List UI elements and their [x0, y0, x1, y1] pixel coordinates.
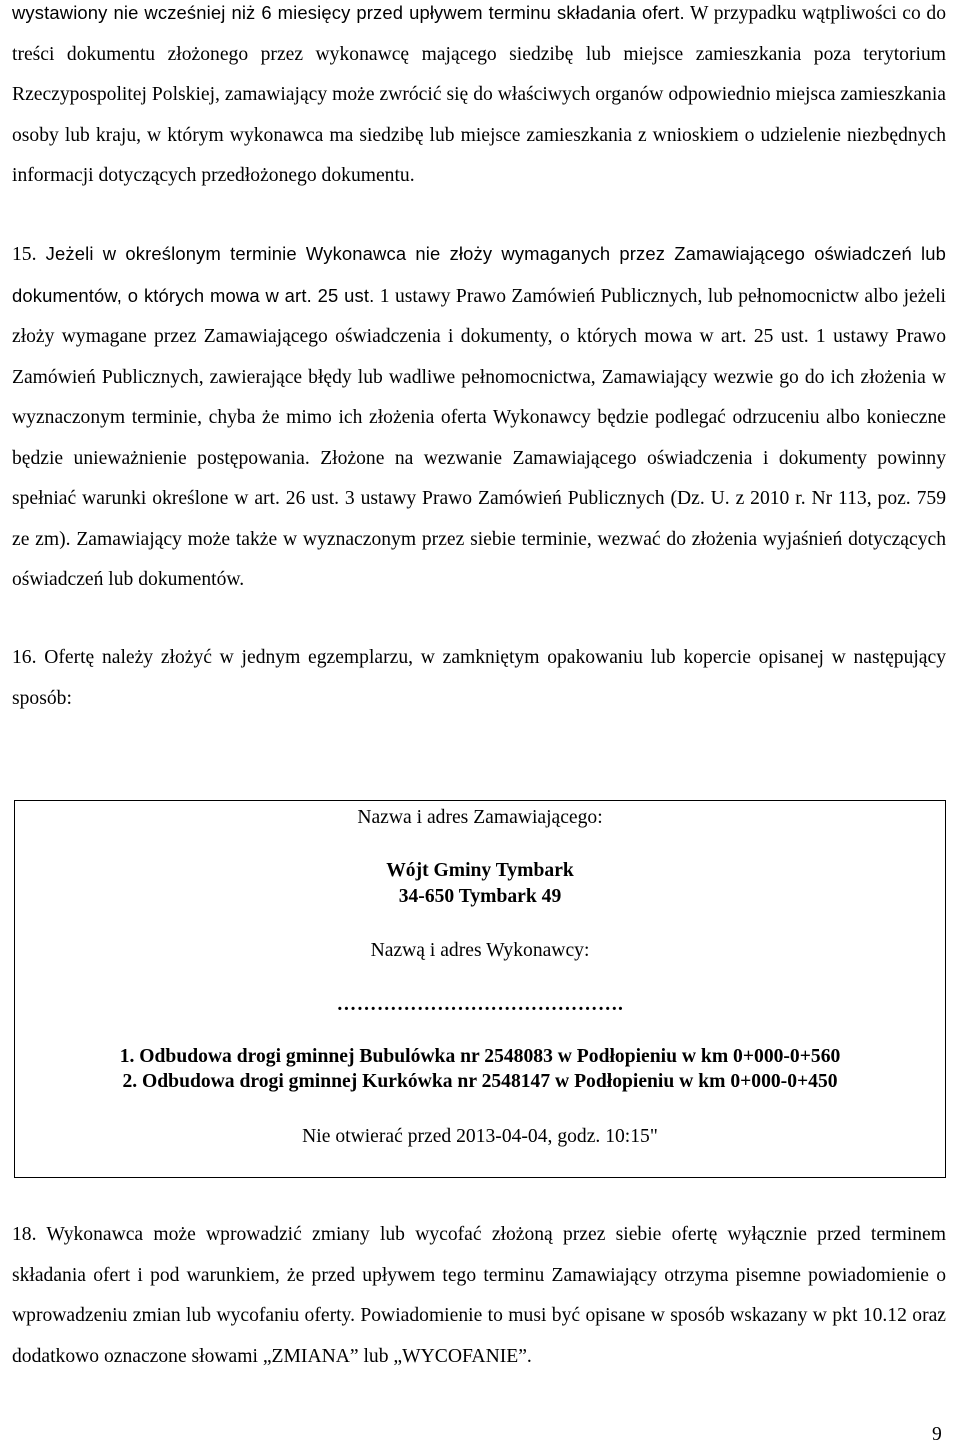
- project-item-1: 1. Odbudowa drogi gminnej Bubulówka nr 2548083 w Podłopieniu w km 0+000-0+560: [119, 1046, 841, 1067]
- ordering-party-label: Nazwa i adres Zamawiającego:: [357, 807, 603, 828]
- paragraph-body-text: 1 ustawy Prawo Zamówień Publicznych, lub pełnomocnictw albo jeżeli złoży wymagane przez Zamawiającego oświadczenia i dokumenty, o których mowa w art. 25 ust. 1 ustawy Prawo Zamówień Publicznych, zawierające błędy lub wadliwe pełnomocnictwa, Zamawiający wezwie go do ich złożenia w wyznaczonym terminie, chyba że mimo ich złożenia oferta Wykonawcy będzie podlegać odrzuceniu albo konieczne będzie unieważnienie postępowania. Złożone na wezwanie Zamawiającego oświadczenia i dokumenty powinny spełniać warunki określone w art. 26 ust. 3 ustawy Prawo Zamówień Publicznych (Dz. U. z 2010 r. Nr 113, poz. 759 ze zm). Zamawiający może także w wyznaczonym przez siebie terminie, wezwać do złożenia wyjaśnień dotyczących oświadczeń lub dokumentów.: [12, 285, 946, 590]
- paragraph-document-validity: [12, 0, 946, 197]
- ordering-party-name: Wójt Gminy Tymbark: [386, 860, 574, 881]
- paragraph-15-missing-documents: [12, 234, 946, 601]
- project-item-2: 2. Odbudowa drogi gminnej Kurkówka nr 2548147 w Podłopieniu w km 0+000-0+450: [122, 1071, 838, 1092]
- paragraph-lead-text: wystawiony nie wcześniej niż 6 miesięcy przed upływem terminu składania ofert.: [12, 2, 685, 23]
- contractor-label: Nazwą i adres Wykonawcy:: [370, 940, 590, 961]
- page-number: 9: [932, 1424, 942, 1445]
- envelope-label-box: [14, 800, 946, 1178]
- paragraph-body-text: W przypadku wątpliwości co do treści dokumentu złożonego przez wykonawcę mającego siedzibę lub miejsce zamieszkania poza terytorium Rzeczypospolitej Polskiej, zamawiający może zwrócić się do właściwych organów odpowiednio miejsca zamieszkania osoby lub kraju, w którym wykonawca ma siedzibę lub miejsce zamieszkania z wnioskiem o udzielenie niezbędnych informacji dotyczących przedłożonego dokumentu.: [12, 3, 946, 186]
- paragraph-lead-text: Jeżeli w określonym terminie Wykonawca nie złoży wymaganych przez Zamawiającego oświadczeń lub dokumentów, o których mowa w art. 25 ust.: [12, 243, 946, 306]
- ordering-party-address: 34-650 Tymbark 49: [398, 886, 562, 907]
- paragraph-number: 15.: [12, 244, 37, 265]
- paragraph-16-offer-packaging: 16. Ofertę należy złożyć w jednym egzemplarzu, w zamkniętym opakowaniu lub kopercie opisanej w następujący sposób:: [12, 647, 946, 709]
- paragraph-18-offer-changes: 18. Wykonawca może wprowadzić zmiany lub wycofać złożoną przez siebie ofertę wyłącznie przed terminem składania ofert i pod warunkiem, że przed upływem tego terminu Zamawiający otrzyma pisemne powiadomienie o wprowadzeniu zmian lub wycofaniu oferty. Powiadomienie to musi być opisane w sposób wskazany w pkt 10.12 oraz dodatkowo oznaczone słowami „ZMIANA” lub „WYCOFANIE”.: [12, 1224, 946, 1367]
- do-not-open-notice: Nie otwierać przed 2013-04-04, godz. 10:15": [302, 1126, 658, 1147]
- contractor-placeholder: …………………………………….: [336, 994, 624, 1015]
